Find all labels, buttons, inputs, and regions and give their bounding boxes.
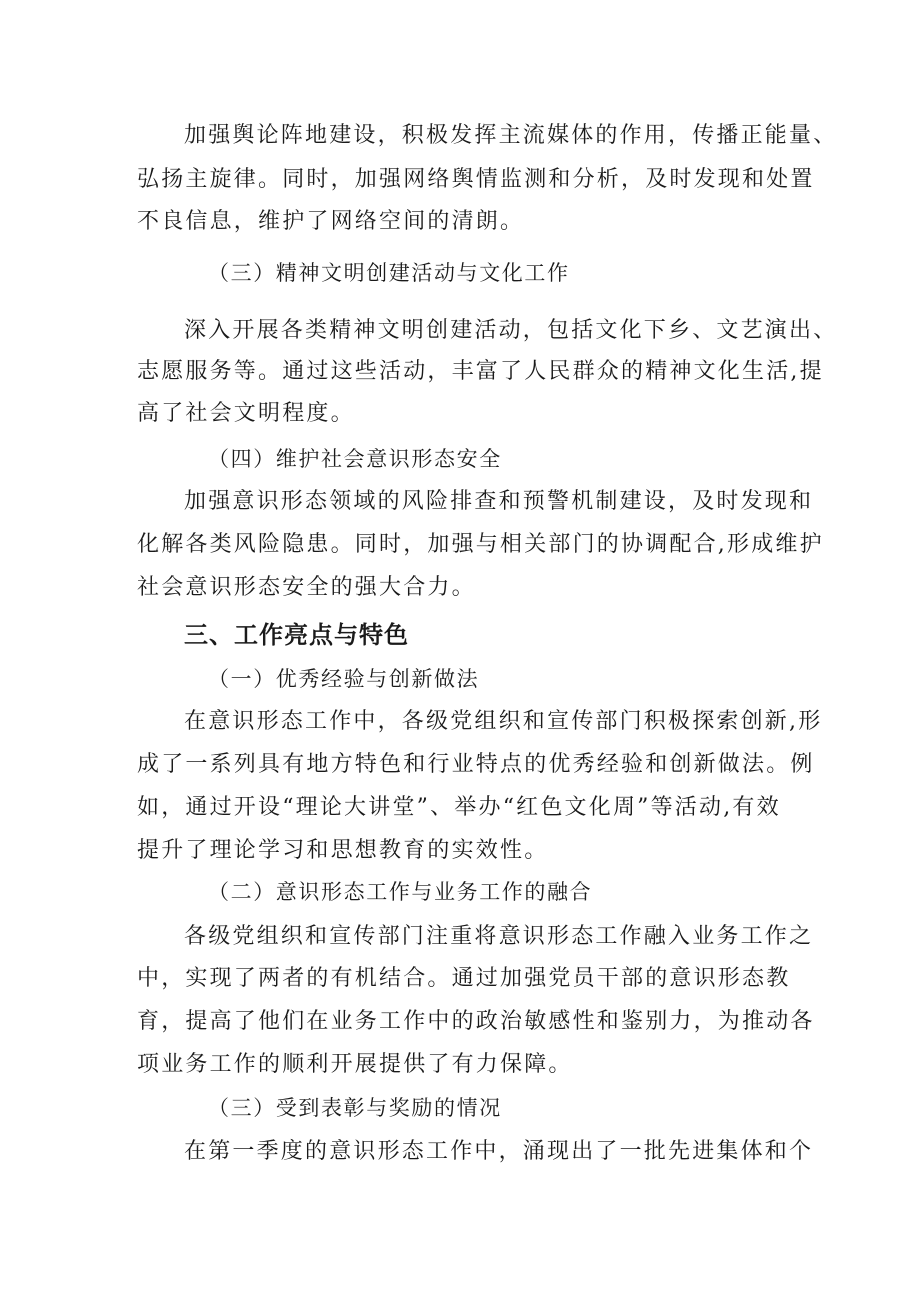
paragraph-line: 社会意识形态安全的强大合力。	[137, 575, 476, 600]
paragraph-line: 项业务工作的顺利开展提供了有力保障。	[137, 1052, 573, 1077]
subsection-title: （三）受到表彰与奖励的情况	[208, 1096, 502, 1120]
paragraph-line: 中，实现了两者的有机结合。通过加强党员干部的意识形态教	[137, 966, 791, 991]
paragraph-line: 高了社会文明程度。	[137, 401, 355, 426]
paragraph-line: 成了一系列具有地方特色和行业特点的优秀经验和创新做法。例	[137, 752, 815, 777]
subsection-title: （四）维护社会意识形态安全	[208, 447, 502, 471]
paragraph-line: 各级党组织和宣传部门注重将意识形态工作融入业务工作之	[184, 924, 814, 949]
subsection-title: （三）精神文明创建活动与文化工作	[208, 261, 570, 285]
paragraph-line: 志愿服务等。通过这些活动，丰富了人民群众的精神文化生活,提	[137, 359, 824, 384]
paragraph-line: 提升了理论学习和思想教育的实效性。	[137, 838, 549, 863]
paragraph-line: 化解各类风险隐患。同时，加强与相关部门的协调配合,形成维护	[137, 532, 824, 557]
paragraph-line: 育，提高了他们在业务工作中的政治敏感性和鉴别力，为推动各	[137, 1009, 815, 1034]
paragraph-line: 加强舆论阵地建设，积极发挥主流媒体的作用，传播正能量、	[184, 123, 838, 148]
subsection-title: （二）意识形态工作与业务工作的融合	[208, 880, 593, 904]
paragraph-line: 在第一季度的意识形态工作中，涌现出了一批先进集体和个	[184, 1139, 814, 1164]
paragraph-line: 不良信息，维护了网络空间的清朗。	[137, 209, 525, 234]
paragraph-line: 加强意识形态领域的风险排查和预警机制建设，及时发现和	[184, 489, 814, 514]
paragraph-line: 在意识形态工作中，各级党组织和宣传部门积极探索创新,形	[184, 709, 823, 734]
subsection-title: （一）优秀经验与创新做法	[208, 667, 480, 691]
paragraph-line: 弘扬主旋律。同时，加强网络舆情监测和分析，及时发现和处置	[137, 167, 815, 192]
section-title: 三、工作亮点与特色	[184, 621, 409, 649]
paragraph-line: 如，通过开设“理论大讲堂”、举办“红色文化周”等活动,有效	[137, 795, 781, 820]
paragraph-line: 深入开展各类精神文明创建活动，包括文化下乡、文艺演出、	[184, 318, 838, 343]
